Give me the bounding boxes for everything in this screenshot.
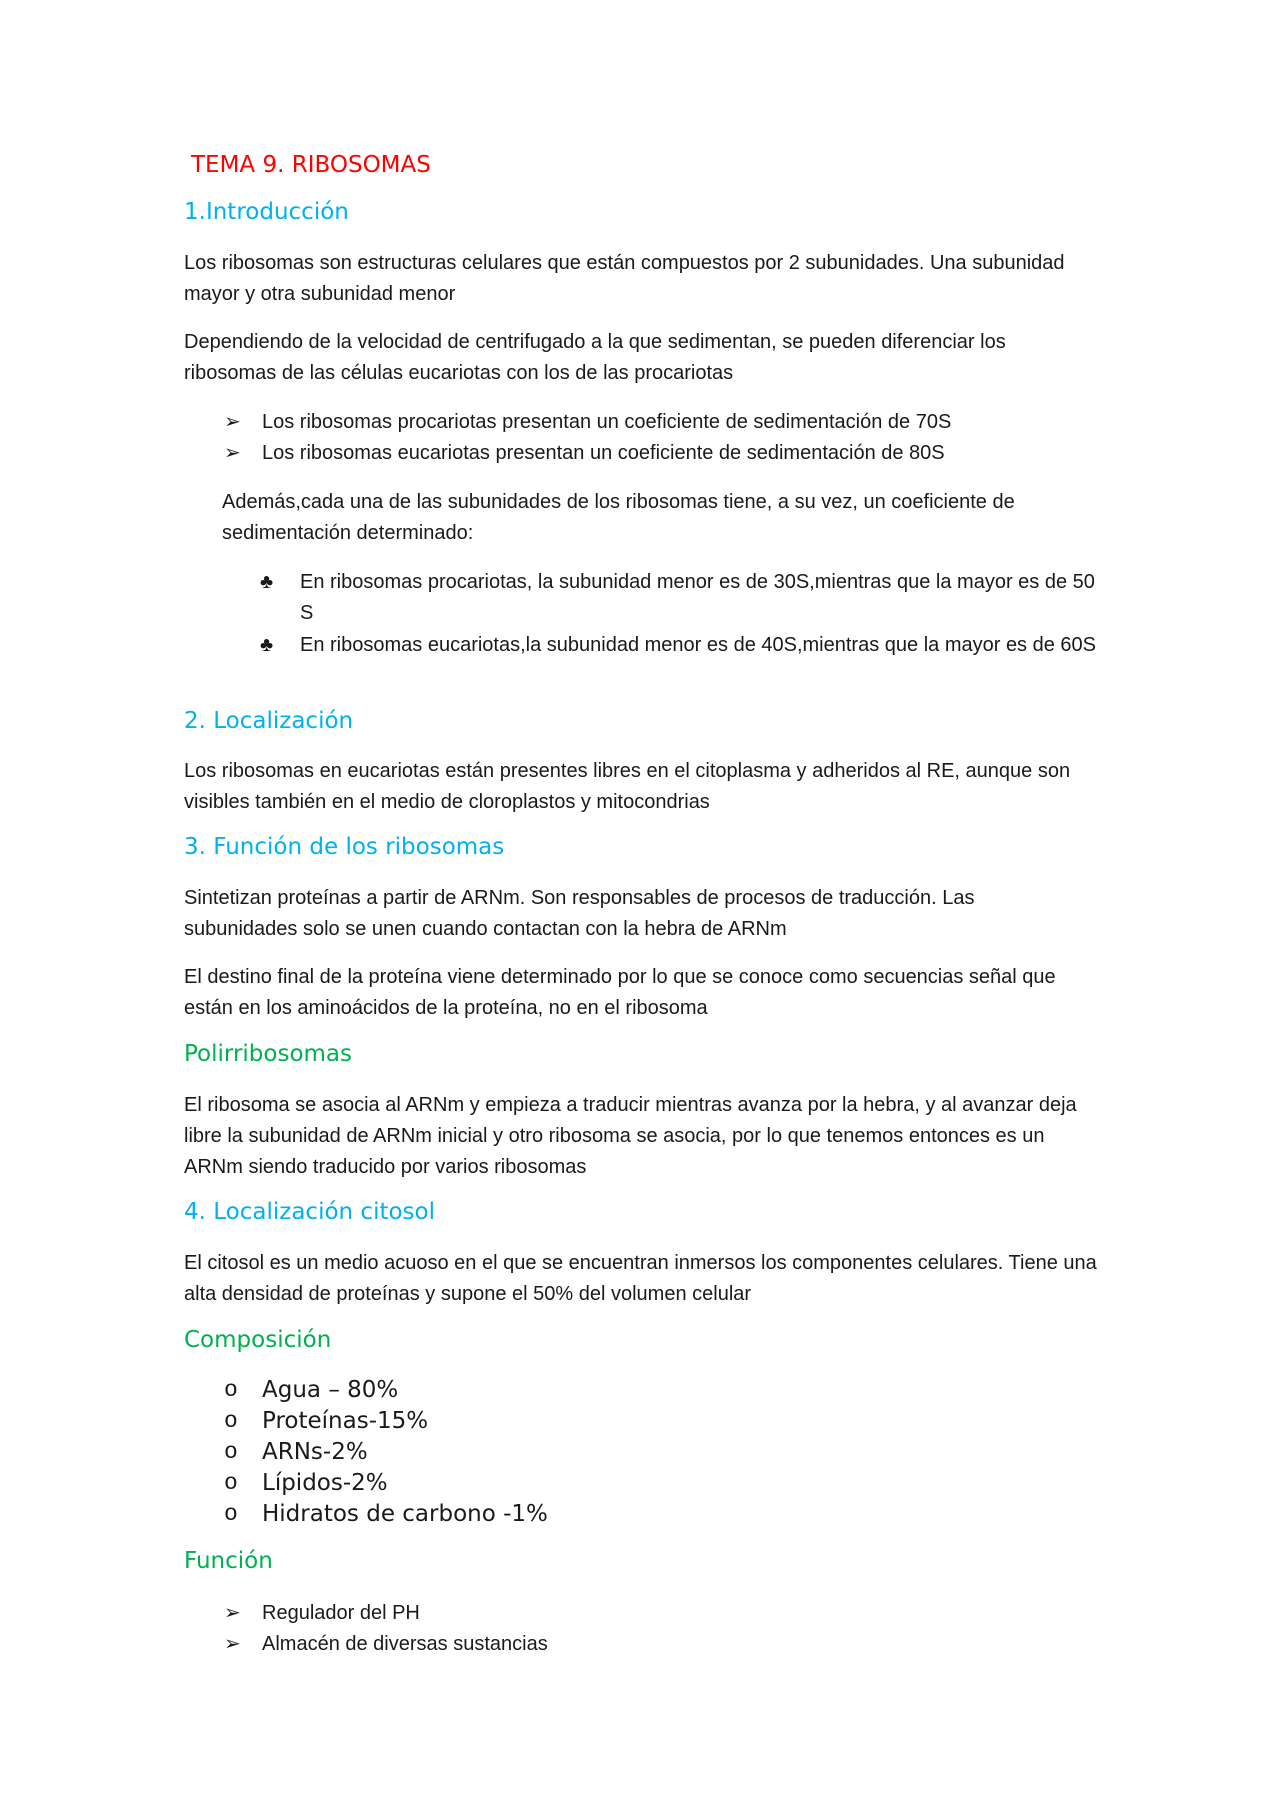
- heading-composicion: Composición: [184, 1327, 332, 1353]
- arrow-bullet-icon: ➢: [224, 442, 241, 464]
- list-item: ➢ Los ribosomas procariotas presentan un coeficiente de sedimentación de 70S: [224, 407, 1104, 438]
- circle-bullet-icon: o: [224, 1470, 238, 1496]
- list-item: o Hidratos de carbono -1%: [224, 1499, 824, 1530]
- list-item: ➢ Almacén de diversas sustancias: [224, 1629, 1104, 1660]
- circle-bullet-icon: o: [224, 1439, 238, 1465]
- page-title: TEMA 9. RIBOSOMAS: [191, 152, 431, 178]
- paragraph-citosol: El citosol es un medio acuoso en el que se encuentran inmersos los componentes celulares. Tiene una alta densidad de proteínas y supone el 50% del volumen celular: [184, 1252, 1097, 1305]
- list-item: o Agua – 80%: [224, 1375, 824, 1406]
- paragraph-intro-2: Dependiendo de la velocidad de centrifugado a la que sedimentan, se pueden diferenciar los ribosomas de las células eucariotas con los de las procariotas: [184, 331, 1006, 384]
- paragraph-funcion-1: Sintetizan proteínas a partir de ARNm. Son responsables de procesos de traducción. Las subunidades solo se unen cuando contactan con la hebra de ARNm: [184, 887, 975, 940]
- club-bullet-icon: ♣: [260, 571, 274, 593]
- list-item: o Lípidos-2%: [224, 1468, 824, 1499]
- paragraph-polirribosomas: El ribosoma se asocia al ARNm y empieza a traducir mientras avanza por la hebra, y al avanzar deja libre la subunidad de ARNm inicial y otro ribosoma se asocia, por lo que tenemos entonces es un ARNm siendo traducido por varios ribosomas: [184, 1094, 1077, 1178]
- heading-polirribosomas: Polirribosomas: [184, 1041, 353, 1067]
- heading-localizacion: 2. Localización: [184, 708, 354, 734]
- circle-bullet-icon: o: [224, 1501, 238, 1527]
- paragraph-intro-3: Además,cada una de las subunidades de los ribosomas tiene, a su vez, un coeficiente de sedimentación determinado:: [222, 491, 1015, 544]
- club-bullet-icon: ♣: [260, 634, 274, 656]
- heading-funcion-ribosomas: 3. Función de los ribosomas: [184, 834, 505, 860]
- list-item: o Proteínas-15%: [224, 1406, 824, 1437]
- arrow-bullet-icon: ➢: [224, 1602, 241, 1624]
- list-item: ♣ En ribosomas eucariotas,la subunidad menor es de 40S,mientras que la mayor es de 60S: [260, 630, 1110, 692]
- paragraph-intro-1: Los ribosomas son estructuras celulares que están compuestos por 2 subunidades. Una subunidad mayor y otra subunidad menor: [184, 252, 1065, 305]
- paragraph-localizacion: Los ribosomas en eucariotas están presentes libres en el citoplasma y adheridos al RE, aunque son visibles también en el medio de cloroplastos y mitocondrias: [184, 760, 1071, 813]
- list-item: ➢ Los ribosomas eucariotas presentan un coeficiente de sedimentación de 80S: [224, 438, 1104, 469]
- list-item: ➢ Regulador del PH: [224, 1598, 1104, 1629]
- circle-bullet-icon: o: [224, 1408, 238, 1434]
- heading-introduccion: 1.Introducción: [184, 199, 349, 225]
- arrow-bullet-icon: ➢: [224, 411, 241, 433]
- list-item: o ARNs-2%: [224, 1437, 824, 1468]
- circle-bullet-icon: o: [224, 1377, 238, 1403]
- list-item: ♣ En ribosomas procariotas, la subunidad menor es de 30S,mientras que la mayor es de 50 S: [260, 567, 1110, 629]
- arrow-bullet-icon: ➢: [224, 1633, 241, 1655]
- heading-funcion-citosol: Función: [184, 1548, 273, 1574]
- paragraph-funcion-2: El destino final de la proteína viene determinado por lo que se conoce como secuencias señal que están en los aminoácidos de la proteína, no en el ribosoma: [184, 966, 1056, 1019]
- heading-citosol: 4. Localización citosol: [184, 1199, 435, 1225]
